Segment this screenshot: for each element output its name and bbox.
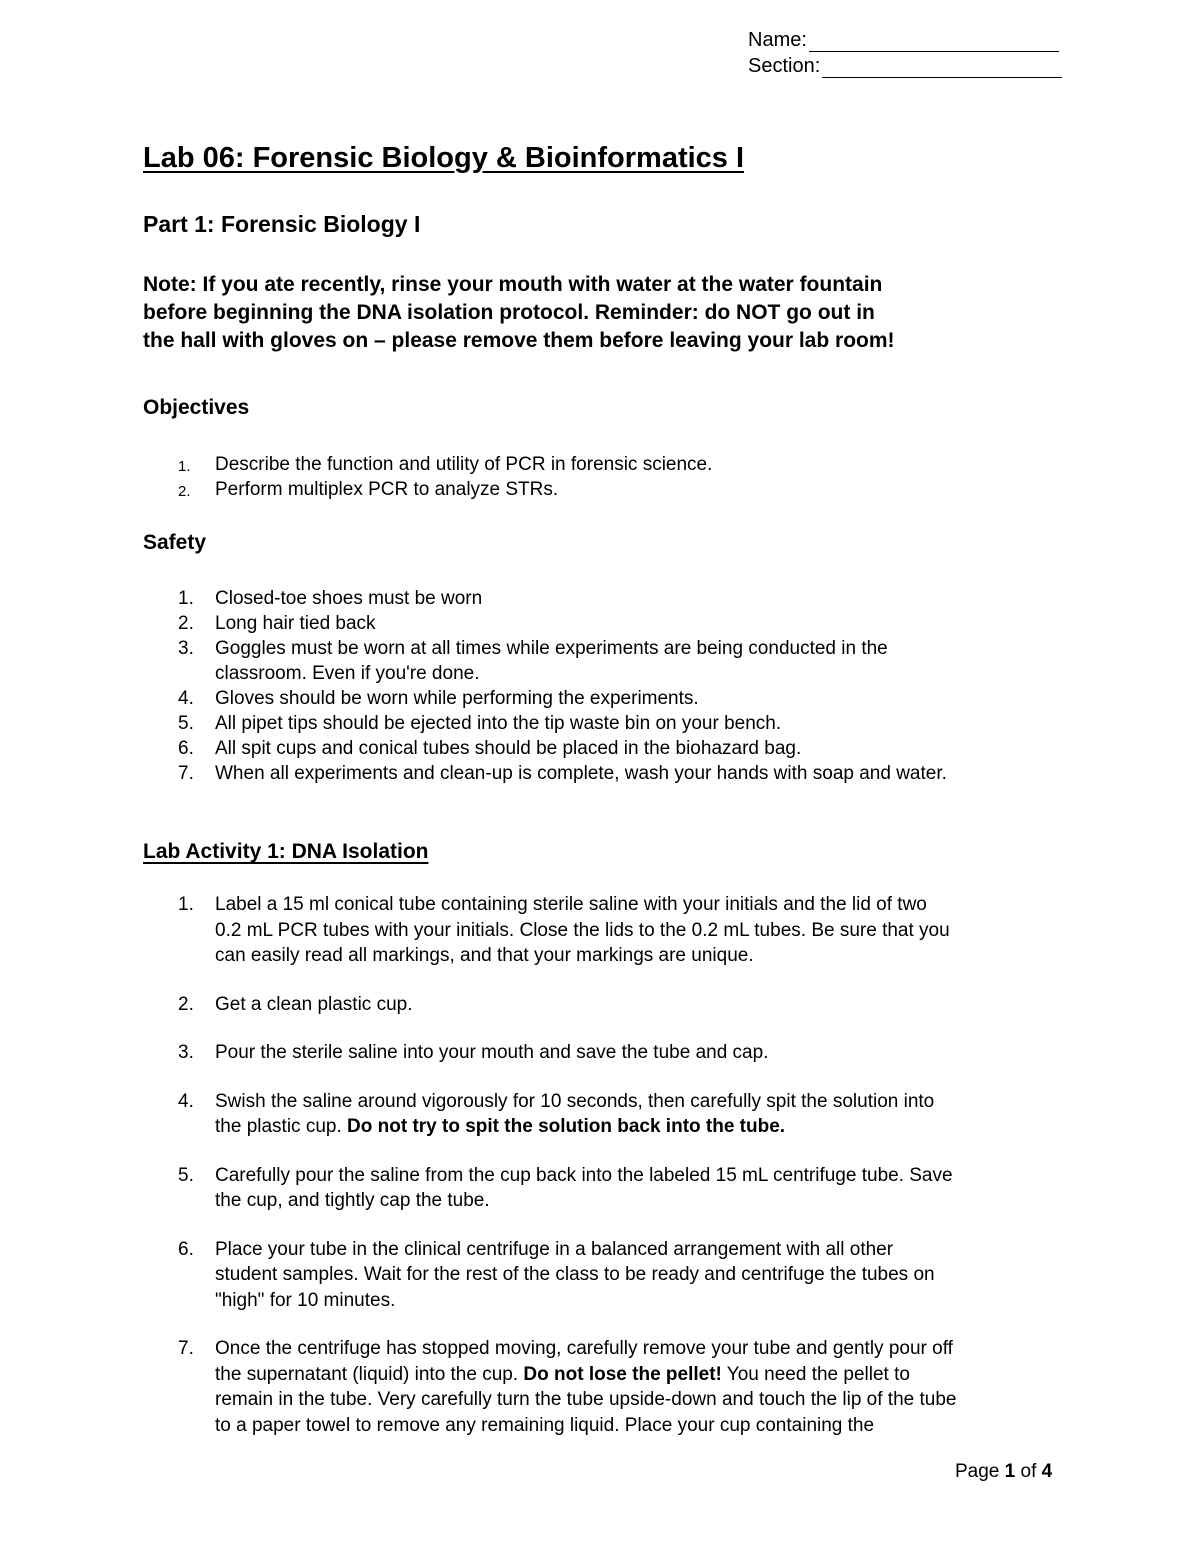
list-item — [143, 761, 947, 786]
of-label: of — [1015, 1461, 1042, 1482]
list-number: 4. — [178, 1090, 194, 1112]
list-text-bold: Do not lose the pellet! — [523, 1363, 722, 1385]
list-number: 3. — [178, 638, 194, 659]
list-text-plain: the supernatant (liquid) into the cup. — [215, 1363, 524, 1385]
note-paragraph — [143, 271, 1023, 355]
list-text: Long hair tied back — [215, 613, 376, 634]
list-text: Perform multiplex PCR to analyze STRs. — [215, 479, 559, 500]
note-line: Note: If you ate recently, rinse your mouth with water at the water fountain — [143, 273, 883, 296]
list-text: Pour the sterile saline into your mouth and save the tube and cap. — [215, 1042, 769, 1063]
list-number: 4. — [178, 688, 194, 709]
list-text: Place your tube in the clinical centrifuge in a balanced arrangement with all other — [215, 1238, 894, 1260]
list-item — [143, 586, 947, 611]
section-label: Section: — [748, 55, 821, 77]
list-text: student samples. Wait for the rest of the class to be ready and centrifuge the tubes on — [215, 1264, 935, 1285]
list-number: 6. — [178, 738, 194, 759]
list-text: "high" for 10 minutes. — [215, 1289, 396, 1311]
lab-title: Lab 06: Forensic Biology & Bioinformatics I — [143, 142, 745, 174]
note-line: before beginning the DNA isolation protocol. Reminder: do NOT go out in — [143, 301, 875, 324]
list-text: remain in the tube. Very carefully turn the tube upside-down and touch the lip of the tube — [215, 1389, 957, 1410]
list-number: 7. — [178, 763, 194, 784]
objectives-list — [143, 452, 712, 502]
list-number: 3. — [178, 1042, 194, 1063]
list-item — [143, 1336, 1115, 1438]
note-line: the hall with gloves on – please remove them before leaving your lab room! — [143, 329, 895, 352]
list-item — [143, 452, 712, 477]
list-text: Describe the function and utility of PCR in forensic science. — [215, 454, 713, 475]
list-number: 1. — [178, 458, 191, 475]
list-text: can easily read all markings, and that your markings are unique. — [215, 945, 754, 966]
name-field — [748, 28, 1059, 52]
list-text-bold: Do not try to spit the solution back into the tube. — [347, 1116, 786, 1137]
list-text: Gloves should be worn while performing the experiments. — [215, 688, 699, 709]
lab-activity-heading: Lab Activity 1: DNA Isolation — [143, 840, 429, 863]
list-item — [143, 992, 1115, 1018]
page-number: 1 — [1004, 1461, 1016, 1482]
list-item — [143, 686, 947, 711]
safety-list — [143, 586, 947, 786]
name-label: Name: — [748, 29, 807, 51]
page-label: Page — [955, 1461, 1005, 1482]
part-title: Part 1: Forensic Biology I — [143, 211, 421, 237]
list-item — [143, 611, 947, 636]
list-text: 0.2 mL PCR tubes with your initials. Close the lids to the 0.2 mL tubes. Be sure that you — [215, 919, 950, 941]
list-text: classroom. Even if you're done. — [215, 663, 480, 684]
list-text — [215, 1114, 1115, 1140]
list-number: 5. — [178, 713, 194, 734]
list-text-plain: the plastic cup. — [215, 1116, 348, 1137]
safety-heading: Safety — [143, 531, 207, 554]
section-blank-line — [822, 57, 1062, 78]
list-text: All pipet tips should be ejected into the tip waste bin on your bench. — [215, 713, 782, 734]
name-blank-line — [809, 31, 1059, 52]
objectives-heading: Objectives — [143, 396, 250, 419]
list-item — [143, 1163, 1115, 1214]
list-number: 2. — [178, 483, 191, 500]
list-text: Get a clean plastic cup. — [215, 993, 413, 1015]
list-item — [143, 477, 712, 502]
list-text: Goggles must be worn at all times while experiments are being conducted in the — [215, 638, 888, 659]
list-text: the cup, and tightly cap the tube. — [215, 1190, 490, 1211]
list-item — [143, 636, 947, 686]
list-number: 1. — [178, 588, 194, 609]
list-item — [143, 1237, 1115, 1314]
list-number: 2. — [178, 613, 194, 634]
list-text — [215, 1362, 1115, 1388]
list-number: 6. — [178, 1238, 194, 1260]
list-text: Closed-toe shoes must be worn — [215, 588, 483, 609]
list-text: Carefully pour the saline from the cup back into the labeled 15 mL centrifuge tube. Save — [215, 1164, 953, 1186]
section-field — [748, 54, 1062, 78]
list-text: All spit cups and conical tubes should be placed in the biohazard bag. — [215, 738, 802, 759]
list-item — [143, 1089, 1115, 1140]
list-text-plain: You need the pellet to — [721, 1363, 910, 1385]
list-number: 5. — [178, 1164, 194, 1186]
lab-activity-list — [143, 892, 1115, 1461]
list-number: 7. — [178, 1338, 194, 1359]
list-text: When all experiments and clean-up is complete, wash your hands with soap and water. — [215, 763, 947, 784]
page-footer — [955, 1461, 1052, 1483]
list-text: Label a 15 ml conical tube containing sterile saline with your initials and the lid of two — [215, 894, 927, 915]
list-number: 1. — [178, 894, 194, 915]
page-total: 4 — [1041, 1461, 1053, 1482]
list-item — [143, 1040, 1115, 1066]
list-text: Once the centrifuge has stopped moving, carefully remove your tube and gently pour off — [215, 1338, 953, 1359]
list-item — [143, 736, 947, 761]
list-number: 2. — [178, 993, 194, 1015]
list-text: Swish the saline around vigorously for 10 seconds, then carefully spit the solution into — [215, 1090, 935, 1112]
list-text: to a paper towel to remove any remaining liquid. Place your cup containing the — [215, 1414, 875, 1436]
list-item — [143, 892, 1115, 969]
list-item — [143, 711, 947, 736]
